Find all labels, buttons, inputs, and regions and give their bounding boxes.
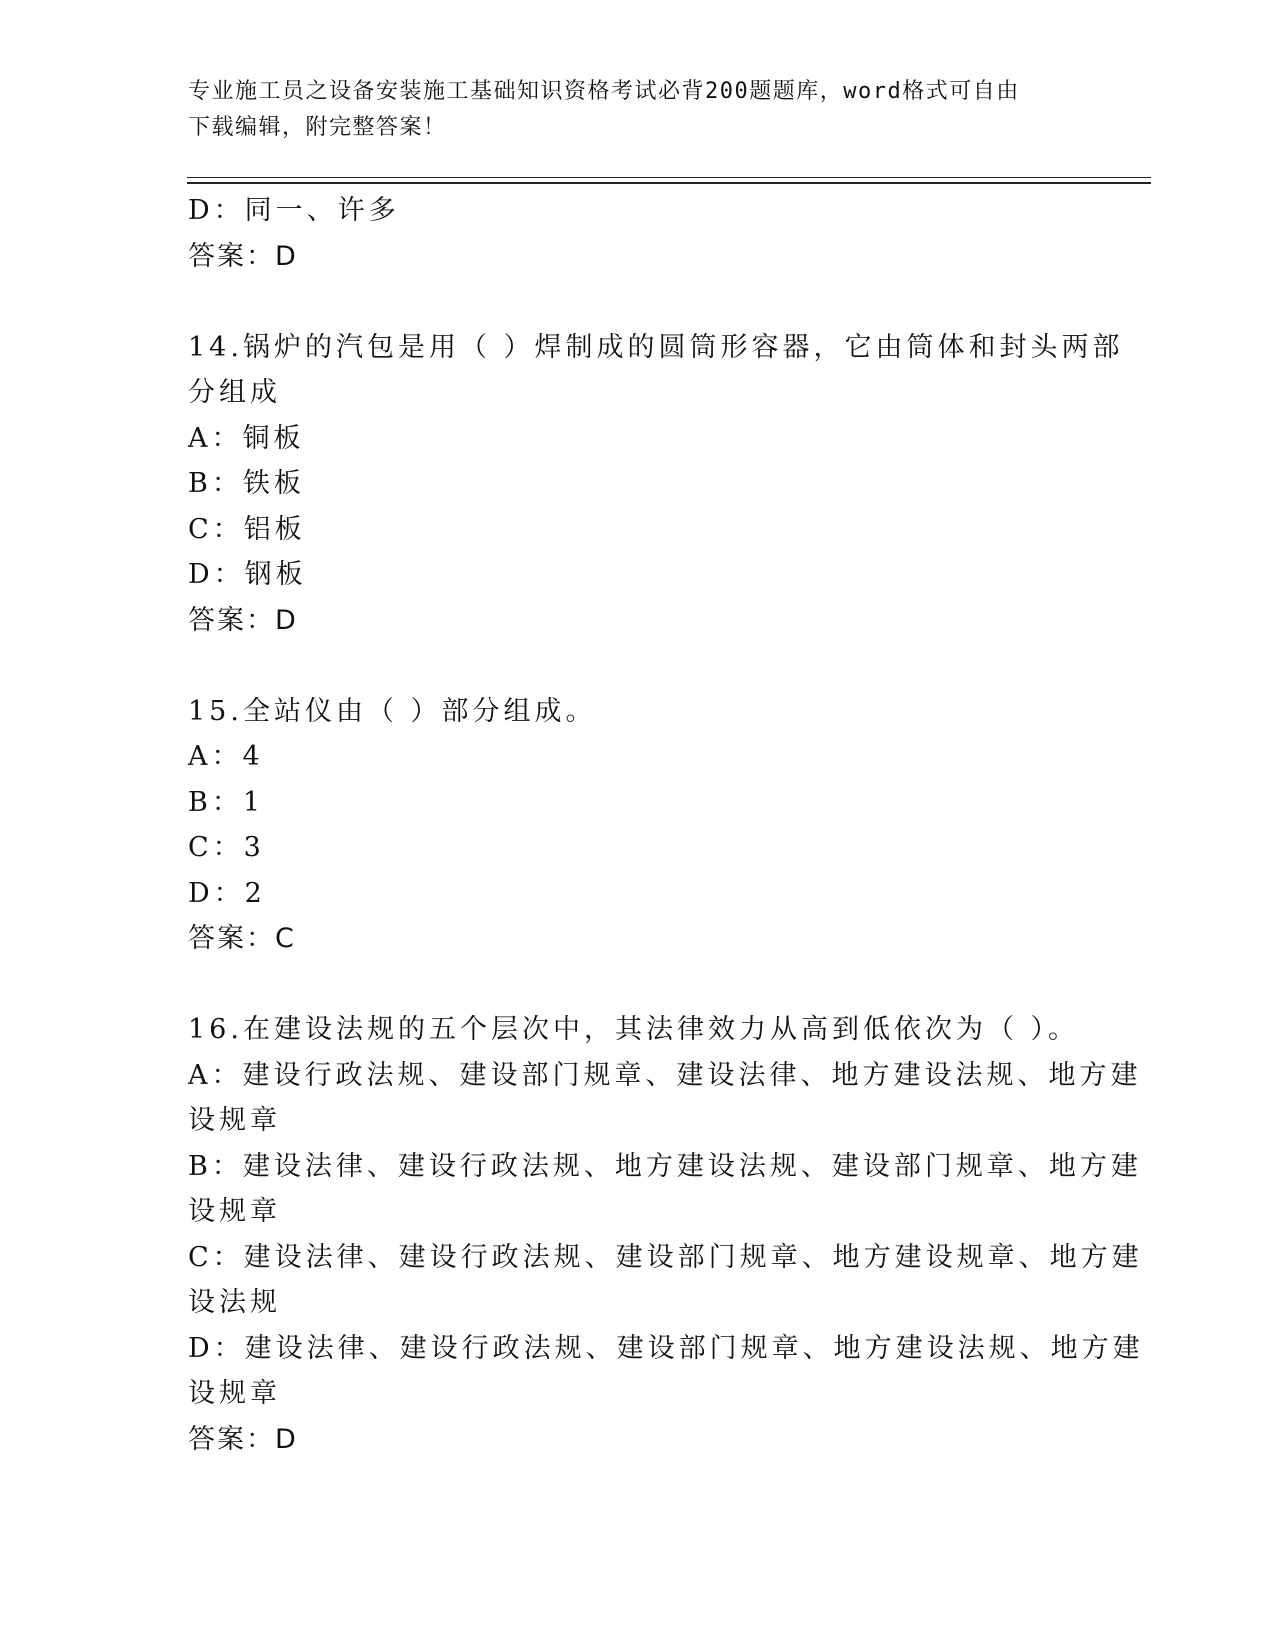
question-16 [188, 1007, 1144, 1462]
header-rule-thick [187, 182, 1151, 184]
option-d: D：同一、许多 [188, 195, 400, 226]
option-b-cont: 设规章 [188, 1196, 281, 1227]
option-d: D：2 [188, 877, 266, 909]
spacer [188, 962, 1088, 1008]
question-14 [188, 325, 1124, 644]
spacer [188, 643, 1088, 689]
option-a: A：建设行政法规、建设部门规章、建设法律、地方建设法规、地方建 [188, 1059, 1142, 1091]
option-c-cont: 设法规 [188, 1287, 281, 1318]
option-b: B：铁板 [188, 468, 305, 499]
option-c: C：铝板 [188, 513, 306, 545]
answer-line: 答案：D [188, 604, 298, 636]
option-c: C：3 [188, 832, 265, 863]
option-a-cont: 设规章 [188, 1105, 281, 1136]
question-15 [188, 689, 1088, 962]
option-a: A：铜板 [188, 422, 305, 454]
question-stem: 14.锅炉的汽包是用（ ）焊制成的圆筒形容器，它由筒体和封头两部 [188, 331, 1124, 363]
option-d-cont: 设规章 [188, 1378, 281, 1409]
header-line-1: 专业施工员之设备安装施工基础知识资格考试必背200题题库，word格式可自由 [188, 79, 1020, 104]
previous-question-tail [188, 188, 1088, 279]
question-stem: 15.全站仪由（ ）部分组成。 [188, 695, 597, 727]
question-stem-cont: 分组成 [188, 377, 281, 408]
option-d: D：钢板 [188, 559, 307, 590]
question-content [188, 188, 1144, 1462]
document-header [188, 74, 1068, 146]
answer-line: 答案：D [188, 1423, 298, 1455]
answer-line: 答案：D [188, 240, 298, 272]
header-rule-thin [187, 177, 1151, 178]
option-c: C：建设法律、建设行政法规、建设部门规章、地方建设规章、地方建 [188, 1241, 1143, 1273]
spacer [188, 279, 1088, 325]
header-line-2: 下载编辑，附完整答案！ [188, 115, 447, 140]
option-b: B：建设法律、建设行政法规、地方建设法规、建设部门规章、地方建 [188, 1150, 1142, 1182]
option-a: A：4 [188, 741, 264, 772]
option-b: B：1 [188, 786, 265, 818]
answer-line: 答案：C [188, 923, 296, 954]
option-d: D：建设法律、建设行政法规、建设部门规章、地方建设法规、地方建 [188, 1332, 1144, 1364]
question-stem: 16.在建设法规的五个层次中，其法律效力从高到低依次为（ ）。 [188, 1014, 1080, 1045]
